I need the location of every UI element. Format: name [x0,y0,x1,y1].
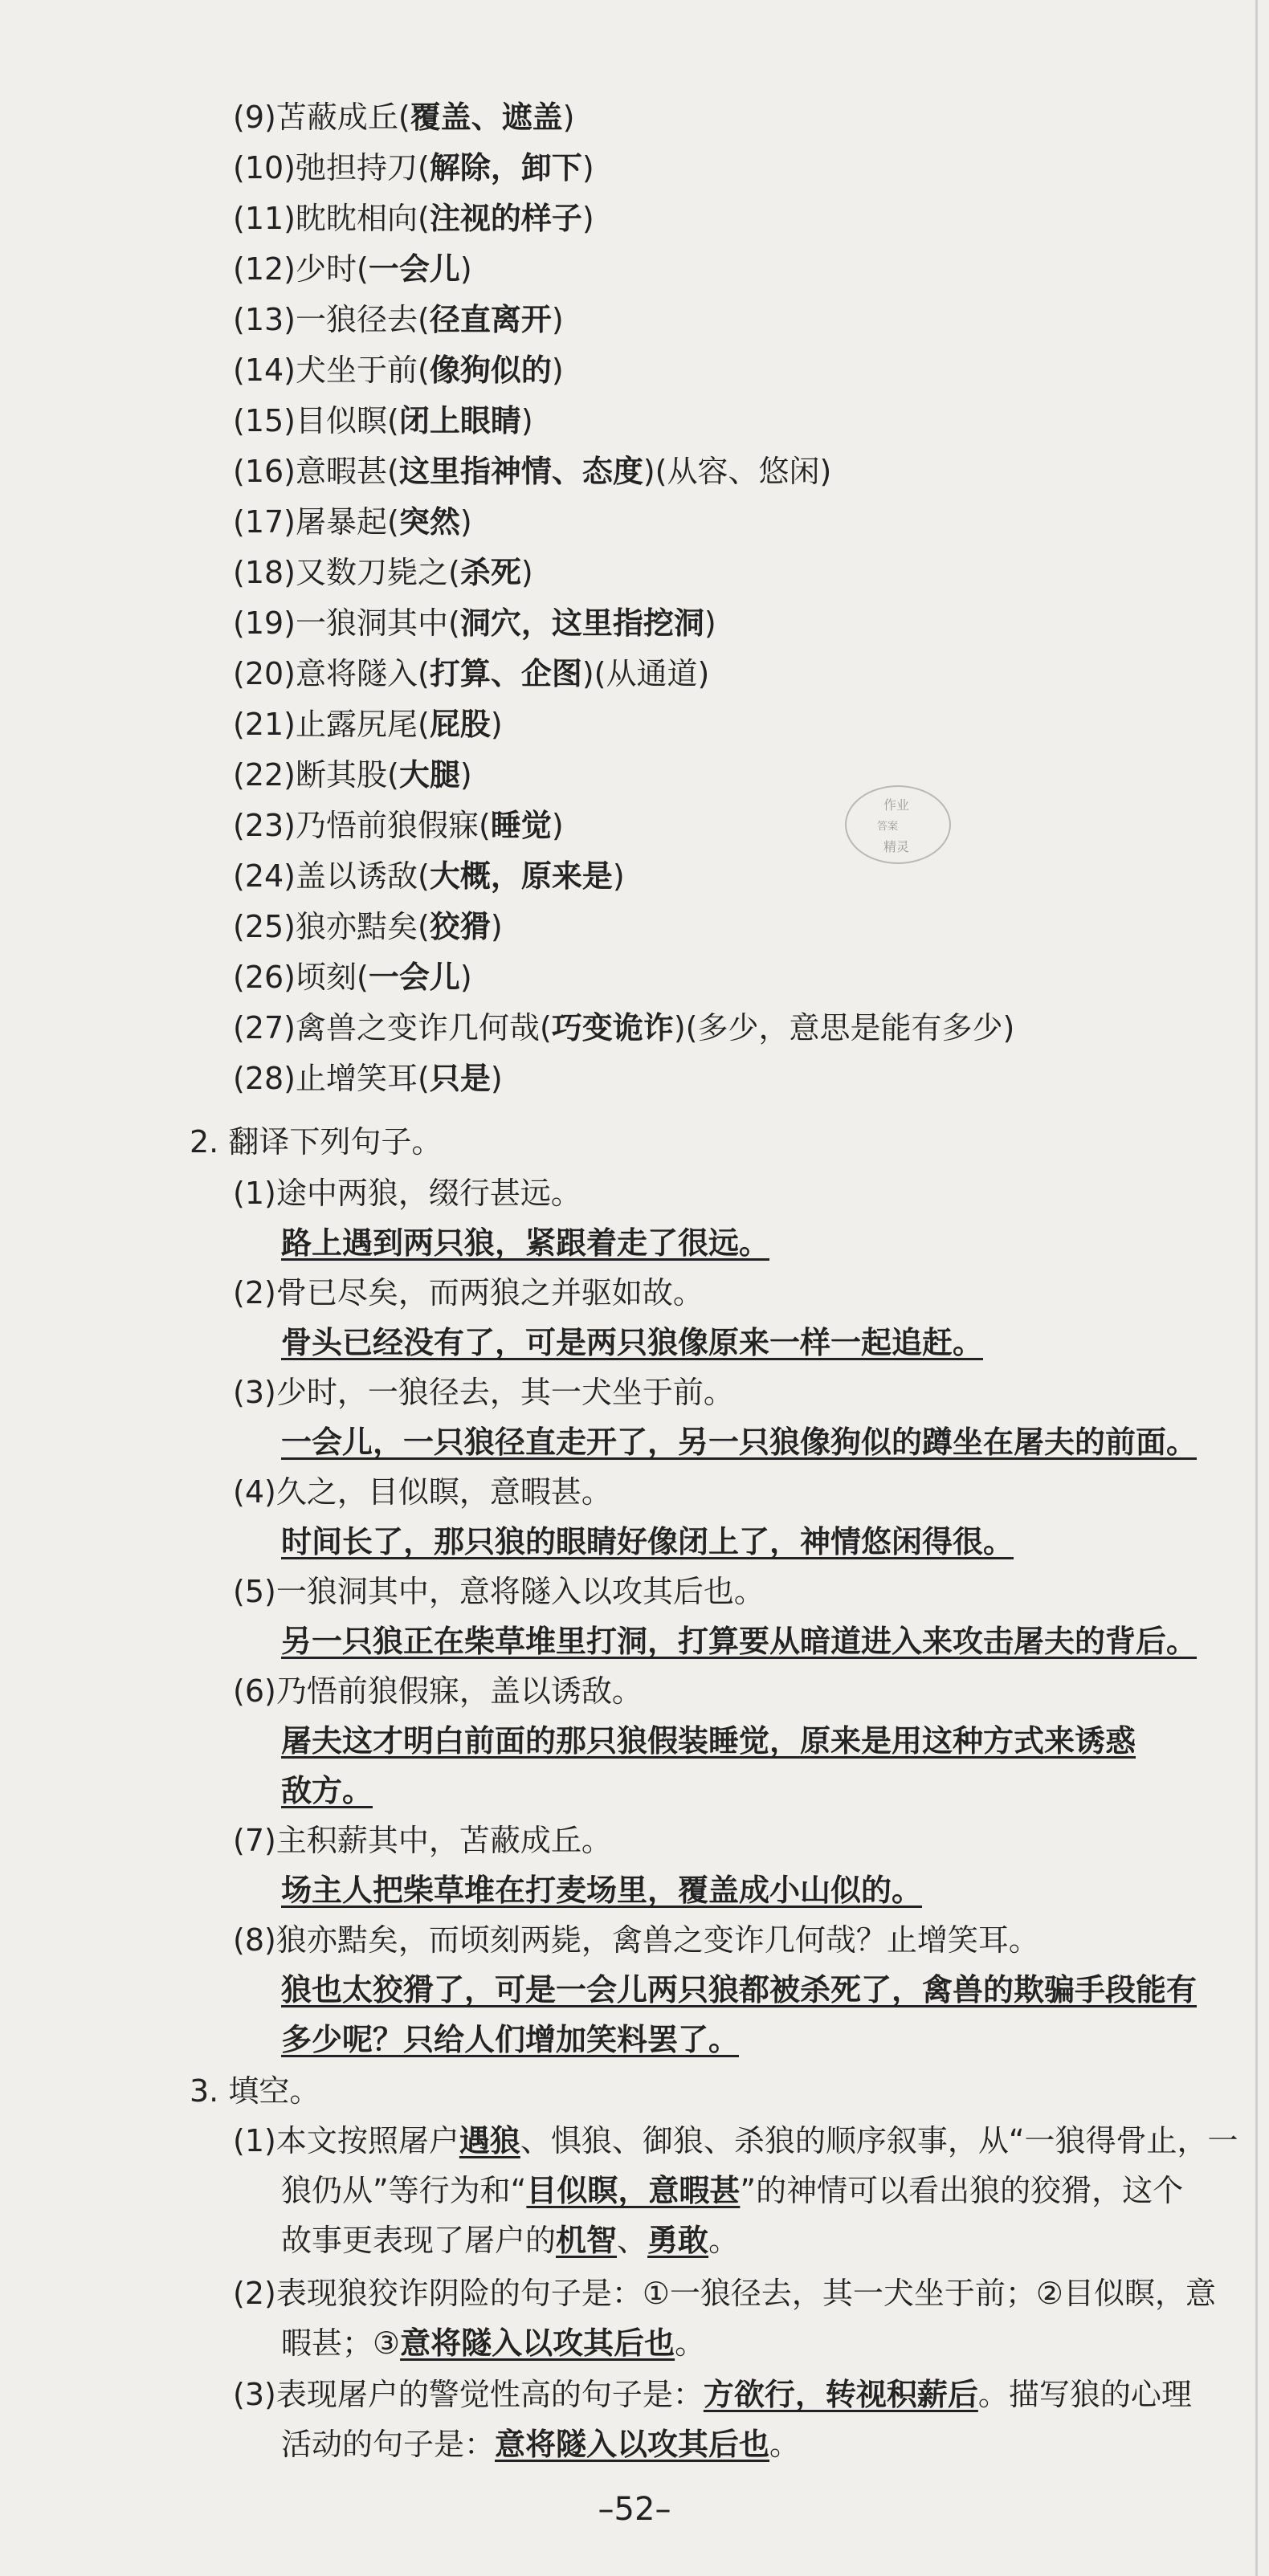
fill-text: 。描写狼的心理 [977,2377,1192,2412]
fill-answer: 遇狼 [459,2123,520,2158]
section-2-heading: 2. 翻译下列句子。 [190,1124,443,1160]
vocab-item [233,1058,503,1099]
vocab-tail: ) [520,403,533,438]
vocab-phrase: (9)苫蔽成丘( [233,100,410,135]
translation-answer [281,1869,922,1911]
page-number: –52– [598,2491,671,2528]
vocab-item [233,349,564,391]
translation-answer-text: 骨头已经没有了，可是两只狼像原来一样一起追赶。 [281,1325,984,1360]
stamp-text-top: 作业 [883,797,910,813]
stamp-text-mid: 答案 [877,821,899,833]
vocab-answer: 大腿 [398,757,460,793]
translation-question: (5)一狼洞其中，意将隧入以攻其后也。 [233,1574,765,1609]
fill-answer: 方欲行，转视积薪后 [703,2377,978,2412]
vocab-tail: ) [612,858,625,894]
vocab-item [233,147,594,189]
translation-answer-text: 场主人把柴草堆在打麦场里，覆盖成小山似的。 [281,1873,923,1908]
vocab-item [233,96,575,138]
vocab-answer: 解除，卸下 [429,150,582,185]
vocab-item [233,653,709,695]
fill-1-line-3 [281,2219,739,2261]
vocab-item [233,1007,1014,1049]
translation-answer [281,1969,1197,2011]
fill-answer: 意将隧入以攻其后也 [400,2325,675,2361]
translation-answer-text: 一会儿，一只狼径直走开了，另一只狼像狗似的蹲坐在屠夫的前面。 [281,1425,1198,1460]
translation-question: (2)骨已尽矣，而两狼之并驱如故。 [233,1275,704,1310]
fill-answer: 目似瞑，意暇甚 [526,2173,741,2208]
translation-answer-text: 屠夫这才明白前面的那只狼假装睡觉，原来是用这种方式来诱惑 [281,1723,1136,1759]
translation-answer-text: 路上遇到两只狼，紧跟着走了很远。 [281,1225,770,1261]
vocab-tail: ) [459,504,472,540]
fill-answer: 机智 [556,2223,618,2258]
vocab-tail: ) [581,150,594,185]
fill-text: 暇甚；③ [281,2325,401,2361]
vocab-phrase: (11)眈眈相向( [233,201,430,236]
vocab-phrase: (14)犬坐于前( [233,353,430,388]
translation-question: (1)途中两狼，缀行甚远。 [233,1176,581,1211]
translation-question: (4)久之，目似瞑，意暇甚。 [233,1474,612,1510]
vocab-tail: ) [459,757,472,793]
translation-answer [281,1421,1197,1463]
translation-answer [281,1322,983,1363]
vocab-phrase: (16)意暇甚( [233,454,399,489]
translation-question: (6)乃悟前狼假寐，盖以诱敌。 [233,1673,643,1709]
vocab-item [233,299,564,340]
vocab-tail: ) [490,1061,503,1096]
vocab-item [233,906,503,948]
vocab-tail: )(从通道) [581,656,710,691]
translation-answer [281,1521,1014,1563]
vocab-answer: 注视的样子 [429,201,582,236]
vocab-tail: ) [459,251,472,287]
fill-text: 活动的句子是： [281,2427,496,2462]
vocab-tail: ) [551,302,564,337]
vocab-answer: 径直离开 [429,302,552,337]
vocab-phrase: (25)狼亦黠矣( [233,909,430,944]
vocab-phrase: (18)又数刀毙之( [233,555,460,590]
vocab-answer: 覆盖、遮盖 [410,100,563,135]
vocab-item [233,501,472,543]
vocab-answer: 一会儿 [368,960,460,995]
translation-question: (3)少时，一狼径去，其一犬坐于前。 [233,1375,734,1410]
section-3-heading: 3. 填空。 [190,2073,320,2109]
vocab-phrase: (15)目似瞑( [233,403,399,438]
fill-3-line-1 [233,2374,1192,2415]
vocab-answer: 像狗似的 [429,353,552,388]
vocab-phrase: (20)意将隧入( [233,656,430,691]
fill-text: 。 [708,2223,740,2258]
fill-text: 故事更表现了屠户的 [281,2223,557,2258]
fill-text: 。 [769,2427,801,2462]
fill-text: (3)表现屠户的警觉性高的句子是： [233,2377,704,2412]
vocab-answer: 一会儿 [368,251,460,287]
vocab-item [233,602,716,644]
vocab-phrase: (12)少时( [233,251,369,287]
translation-answer-text: 时间长了，那只狼的眼睛好像闭上了，神情悠闲得很。 [281,1524,1014,1559]
vocab-tail: ) [562,100,575,135]
translation-answer-text: 敌方。 [281,1773,373,1808]
translation-answer-continued [281,1770,373,1812]
vocab-tail: )(多少，意思是能有多少) [673,1010,1015,1045]
vocab-tail: ) [459,960,472,995]
translation-answer [281,1620,1197,1662]
vocab-phrase: (24)盖以诱敌( [233,858,430,894]
vocab-item [233,400,533,442]
translation-answer-text: 狼也太狡猾了，可是一会儿两只狼都被杀死了，禽兽的欺骗手段能有 [281,1972,1198,2007]
translation-answer-continued [281,2019,739,2060]
vocab-phrase: (22)断其股( [233,757,399,793]
vocab-item [233,450,831,492]
translation-answer [281,1720,1136,1762]
vocab-answer: 这里指神情、态度 [398,454,643,489]
vocab-answer: 大概，原来是 [429,858,613,894]
vocab-tail: ) [490,909,503,944]
vocab-tail: )(从容、悠闲) [643,454,832,489]
fill-text: 。 [675,2325,706,2361]
fill-text: ”的神情可以看出狼的狡猾，这个 [740,2173,1184,2208]
vocab-phrase: (23)乃悟前狼假寐( [233,808,491,843]
vocab-answer: 洞穴，这里指挖洞 [459,605,704,641]
vocab-answer: 睡觉 [490,808,552,843]
vocab-answer: 只是 [429,1061,491,1096]
vocab-item [233,198,594,239]
vocab-answer: 巧变诡诈 [551,1010,674,1045]
vocab-phrase: (13)一狼径去( [233,302,430,337]
vocab-answer: 杀死 [459,555,521,590]
fill-2-line-1: (2)表现狼狡诈阴险的句子是：①一狼径去，其一犬坐于前；②目似瞑，意 [233,2276,1216,2311]
translation-answer [281,1222,769,1264]
vocab-answer: 突然 [398,504,460,540]
fill-text: 、 [617,2223,648,2258]
vocab-item [233,805,564,846]
fill-3-line-2 [281,2423,800,2465]
vocab-answer: 闭上眼睛 [398,403,521,438]
vocab-phrase: (21)止露尻尾( [233,707,430,742]
vocab-item [233,754,472,796]
vocab-answer: 狡猾 [429,909,491,944]
watermark-stamp [845,785,951,864]
vocab-item [233,703,503,745]
vocab-item [233,956,472,998]
vocab-phrase: (10)弛担持刀( [233,150,430,185]
fill-2-line-2 [281,2322,705,2364]
vocab-phrase: (27)禽兽之变诈几何哉( [233,1010,552,1045]
fill-text: 狼仍从”等行为和“ [281,2173,527,2208]
vocab-item [233,855,625,897]
vocab-phrase: (19)一狼洞其中( [233,605,460,641]
translation-question: (8)狼亦黠矣，而顷刻两毙，禽兽之变诈几何哉？止增笑耳。 [233,1922,1039,1958]
vocab-phrase: (26)顷刻( [233,960,369,995]
vocab-item [233,552,533,593]
page-edge [1255,0,1258,2576]
vocab-tail: ) [490,707,503,742]
translation-answer-text: 另一只狼正在柴草堆里打洞，打算要从暗道进入来攻击屠夫的背后。 [281,1624,1198,1659]
vocab-tail: ) [551,808,564,843]
vocab-item [233,248,472,290]
vocab-phrase: (28)止增笑耳( [233,1061,430,1096]
translation-question: (7)主积薪其中，苫蔽成丘。 [233,1823,612,1858]
vocab-phrase: (17)屠暴起( [233,504,399,540]
translation-answer-text: 多少呢？只给人们增加笑料罢了。 [281,2022,740,2057]
vocab-tail: ) [551,353,564,388]
vocab-tail: ) [581,201,594,236]
vocab-answer: 打算、企图 [429,656,582,691]
vocab-tail: ) [520,555,533,590]
fill-answer: 勇敢 [647,2223,709,2258]
fill-text: (1)本文按照屠户 [233,2123,459,2158]
vocab-tail: ) [704,605,716,641]
fill-text: 、惧狼、御狼、杀狼的顺序叙事，从“一狼得骨止，一 [520,2123,1238,2158]
vocab-answer: 屁股 [429,707,491,742]
fill-1-line-2 [281,2170,1183,2211]
stamp-text-bottom: 精灵 [883,839,910,854]
fill-answer: 意将隧入以攻其后也 [495,2427,770,2462]
fill-1-line-1 [233,2120,1238,2162]
